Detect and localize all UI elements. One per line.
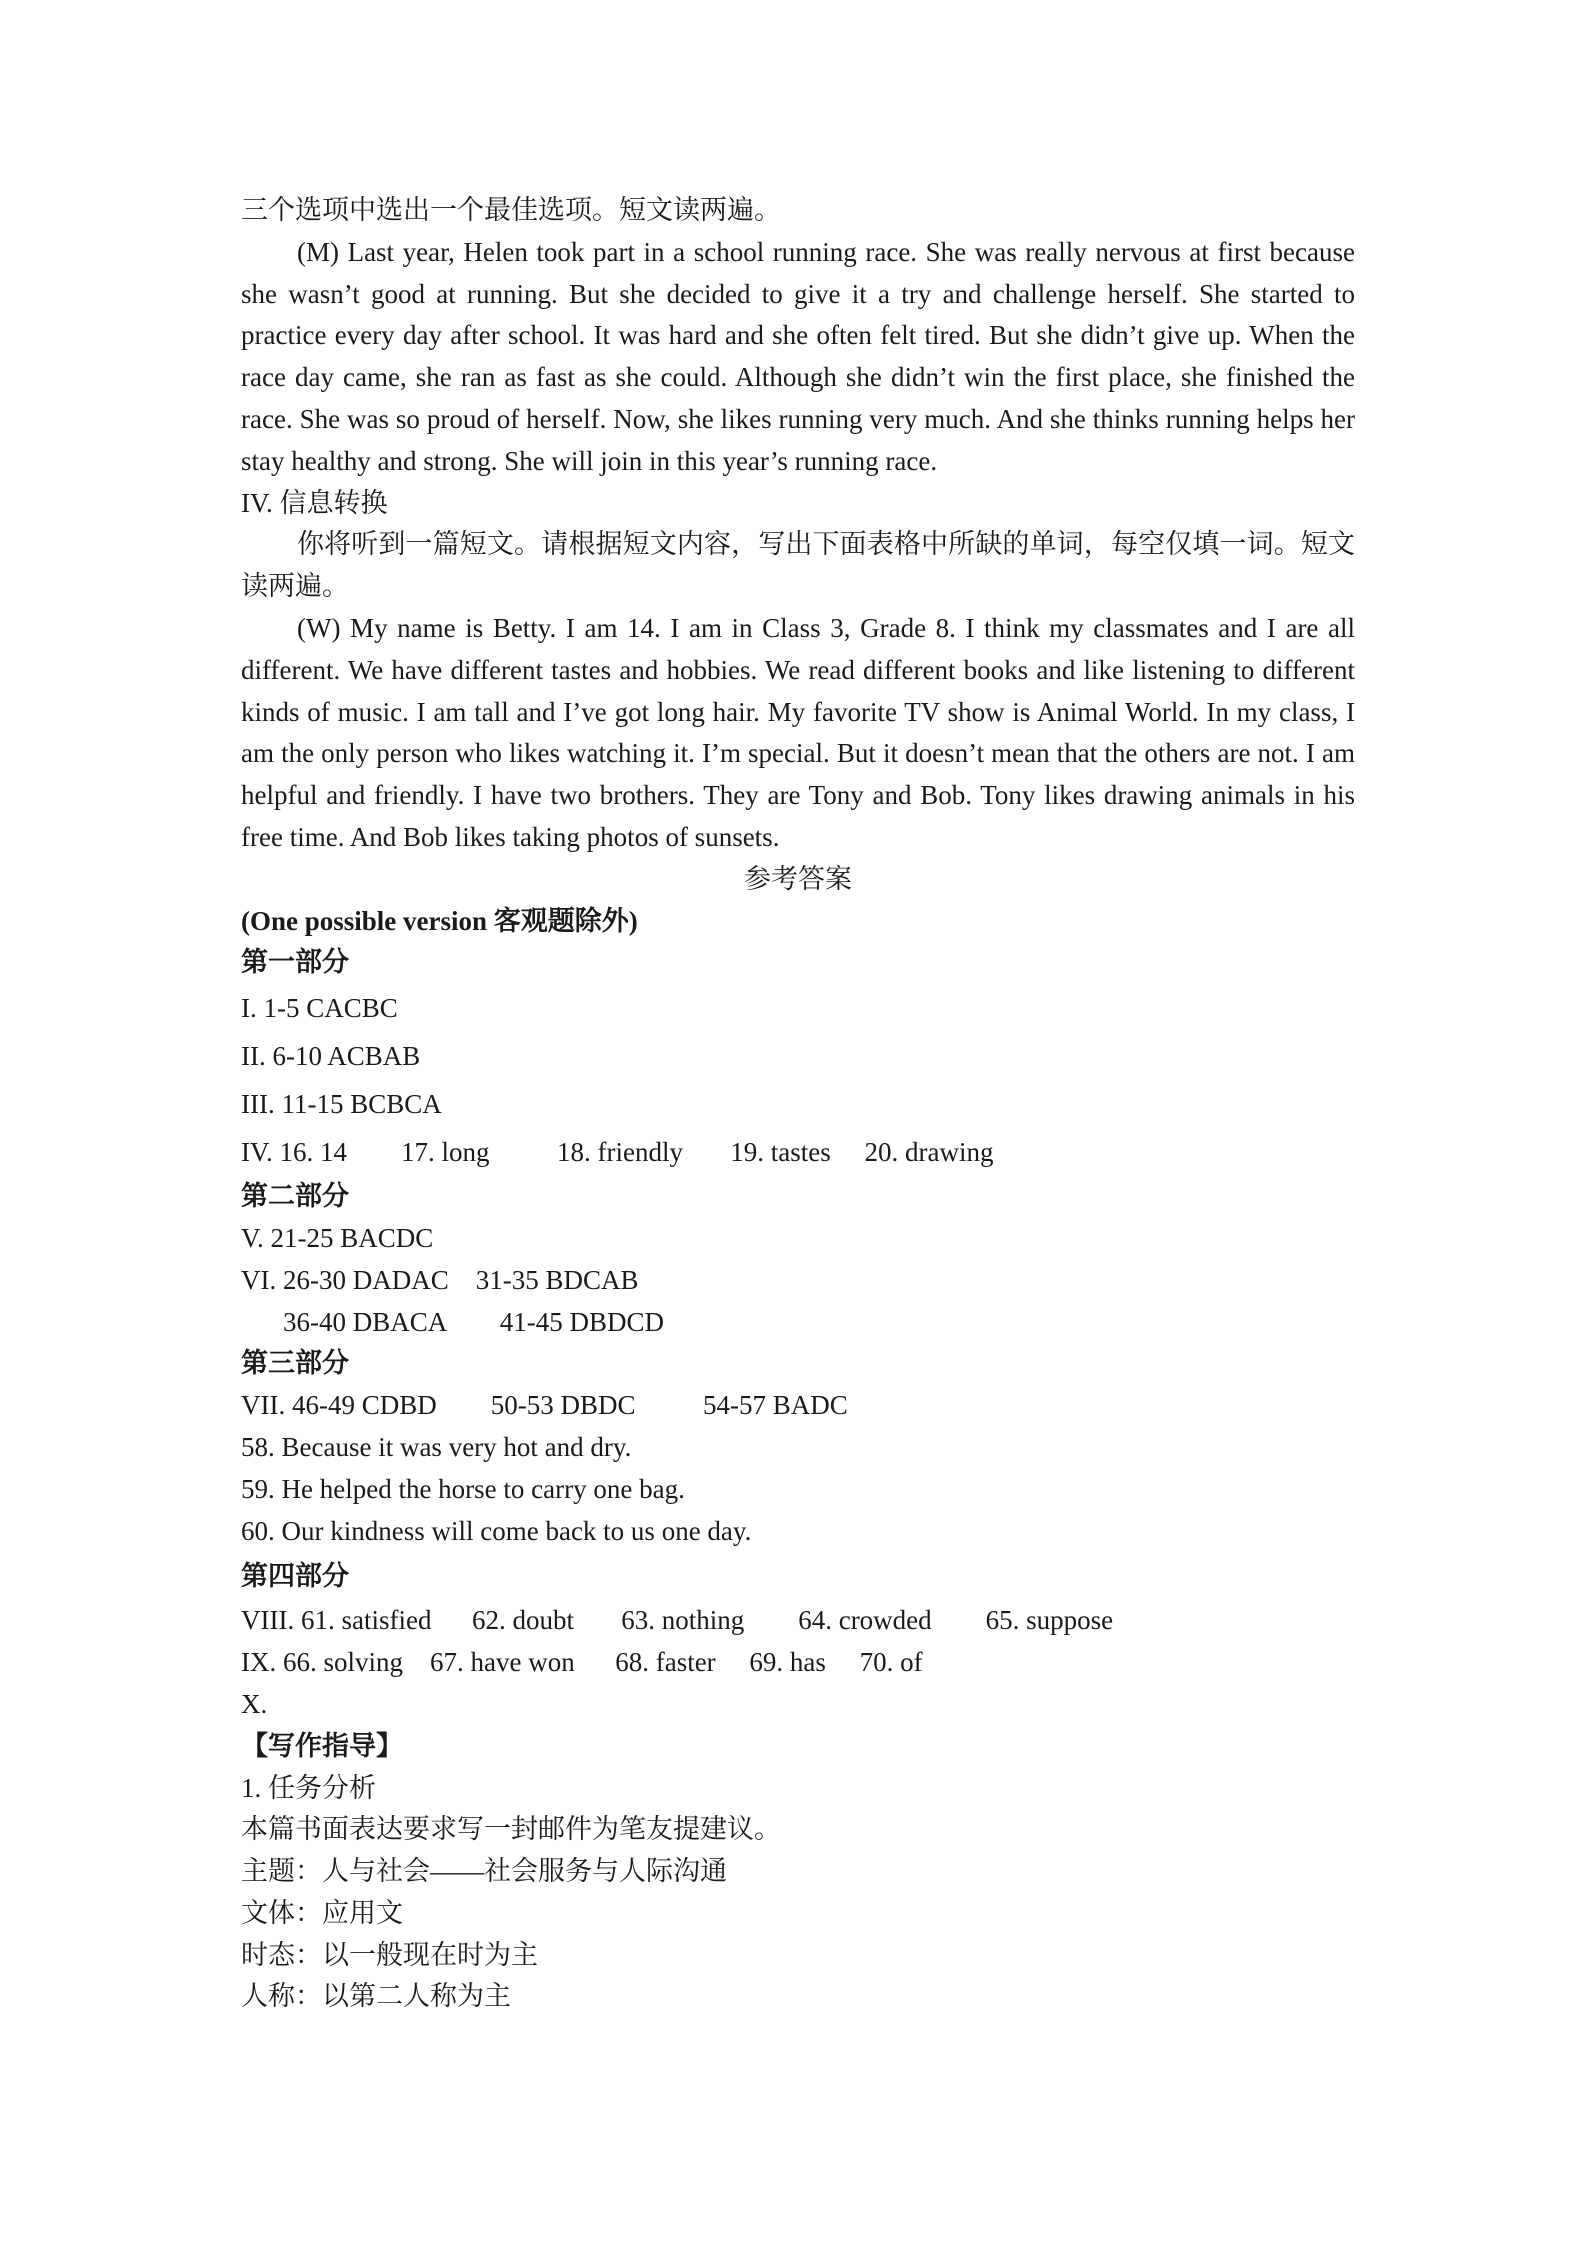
writing-guide-line: 人称：以第二人称为主 <box>241 1981 511 2012</box>
writing-guide-line: 主题：人与社会——社会服务与人际沟通 <box>241 1856 727 1887</box>
part-1-heading: 第一部分 <box>241 947 349 978</box>
part-3-heading: 第三部分 <box>241 1348 349 1379</box>
writing-guide-line: 本篇书面表达要求写一封邮件为笔友提建议。 <box>241 1814 781 1845</box>
answer-line: VI. 26-30 DADAC 31-35 BDCAB <box>241 1264 639 1295</box>
answer-line: II. 6-10 ACBAB <box>241 1041 421 1072</box>
answer-line: VIII. 61. satisfied 62. doubt 63. nothing 64. crowded 65. suppose <box>241 1605 1114 1636</box>
passage-m: (M) Last year, Helen took part in a school running race. She was really nervous at first because she wasn’t good at running. But she decided to give it a try and challenge herself. She started to practice every day after school. It was hard and she often felt tired. But she didn’t give up. When the race day came, she ran as fast as she could. Although she didn’t win the first place, she finished the race. She was so proud of herself. Now, she likes running very much. And she thinks running helps her stay healthy and strong. She will join in this year’s running race. <box>241 236 1355 476</box>
writing-guide-line: 时态：以一般现在时为主 <box>241 1939 538 1970</box>
answer-line: X. <box>241 1688 268 1719</box>
intro-tail: 三个选项中选出一个最佳选项。短文读两遍。 <box>241 195 781 225</box>
writing-guide-line: 1. 任务分析 <box>241 1772 376 1803</box>
answer-line: VII. 46-49 CDBD 50-53 DBDC 54-57 BADC <box>241 1390 848 1421</box>
part-2-heading: 第二部分 <box>241 1181 349 1212</box>
section-4-heading: IV. 信息转换 <box>241 487 388 518</box>
section-4-instruction: 你将听到一篇短文。请根据短文内容，写出下面表格中所缺的单词，每空仅填一词。短文读两遍。 <box>241 529 1355 602</box>
answer-line: IX. 66. solving 67. have won 68. faster 69. has 70. of <box>241 1647 923 1678</box>
answer-line: 58. Because it was very hot and dry. <box>241 1431 632 1462</box>
part-4-heading: 第四部分 <box>241 1561 349 1592</box>
passage-w: (W) My name is Betty. I am 14. I am in Class 3, Grade 8. I think my classmates and I are all different. We have different tastes and hobbies. We read different books and like listening to different kinds of music. I am tall and I’ve got long hair. My favorite TV show is Animal World. In my class, I am the only person who likes watching it. I’m special. But it doesn’t mean that the others are not. I am helpful and friendly. I have two brothers. They are Tony and Bob. Tony likes drawing animals in his free time. And Bob likes taking photos of sunsets. <box>241 612 1355 852</box>
answer-line: 36-40 DBACA 41-45 DBDCD <box>283 1306 665 1337</box>
page-content <box>241 190 1355 2018</box>
answer-line: 59. He helped the horse to carry one bag. <box>241 1473 685 1504</box>
answer-line: III. 11-15 BCBCA <box>241 1089 442 1120</box>
answers-title: 参考答案 <box>744 863 852 894</box>
writing-guide-line: 文体：应用文 <box>241 1897 403 1928</box>
answer-line: 60. Our kindness will come back to us one day. <box>241 1515 752 1546</box>
answer-line: V. 21-25 BACDC <box>241 1222 434 1253</box>
writing-guide-heading: 【写作指导】 <box>241 1730 403 1761</box>
answer-line: IV. 16. 14 17. long 18. friendly 19. tastes 20. drawing <box>241 1137 994 1168</box>
version-note: (One possible version 客观题除外) <box>241 905 638 936</box>
answer-line: I. 1-5 CACBC <box>241 993 398 1024</box>
